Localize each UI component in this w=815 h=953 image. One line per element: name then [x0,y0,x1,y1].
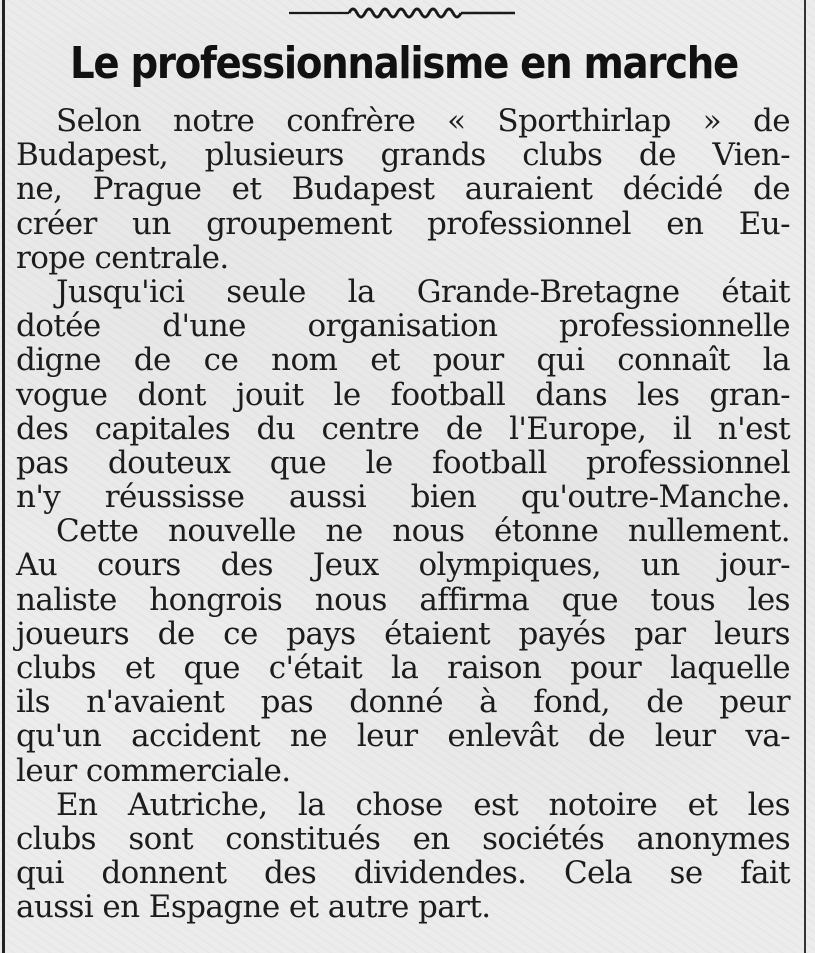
text-line: rope centrale. [16,239,229,276]
text-line: clubs et que c'était la raison pour laquelle [16,650,790,686]
text-line: qu'un accident ne leur enlevât de leur va- [16,718,790,755]
text-line: clubs sont constitués en sociétés anonymes [16,820,790,857]
text-line: Budapest, plusieurs grands clubs de Vien- [16,137,790,174]
text-line: Selon notre confrère « Sporthirlap » de [56,103,790,139]
paragraph-1 [16,104,790,275]
text-line: aussi en Espagne et autre part. [16,889,491,926]
text-line: Cette nouvelle ne nous étonne nullement. [56,513,790,550]
text-line: leur commerciale. [16,752,291,789]
wavy-rule-ornament-icon [287,3,517,23]
text-line: Au cours des Jeux olympiques, un jour- [16,547,790,584]
text-line: joueurs de ce pays étaient payés par leurs [16,615,790,652]
text-line: En Autriche, la chose est notoire et les [56,786,790,823]
article-body [16,104,790,925]
column-rule-left [2,0,5,953]
text-line: ils n'avaient pas donné à fond, de peur [16,684,790,721]
paragraph-2 [16,275,790,514]
text-line: des capitales du centre de l'Europe, il n'est [16,410,790,447]
paragraph-3 [16,514,790,788]
text-line: vogue dont jouit le football dans les gran- [16,376,790,413]
text-line: Jusqu'ici seule la Grande-Bretagne était [56,273,790,310]
article-headline: Le professionnalisme en marche [70,38,738,89]
text-line: dotée d'une organisation professionnelle [16,308,790,345]
text-line: qui donnent des dividendes. Cela se fait [16,855,790,892]
paragraph-4 [16,788,790,925]
text-line: ne, Prague et Budapest auraient décidé de [16,171,790,208]
text-line: pas douteux que le football professionnel [16,444,790,481]
column-rule-right [804,0,806,953]
text-line: créer un groupement professionnel en Eu- [16,205,790,242]
text-line: naliste hongrois nous affirma que tous les [16,581,790,618]
text-line: digne de ce nom et pour qui connaît la [16,342,790,379]
text-line: n'y réussisse aussi bien qu'outre-Manche. [16,479,790,516]
